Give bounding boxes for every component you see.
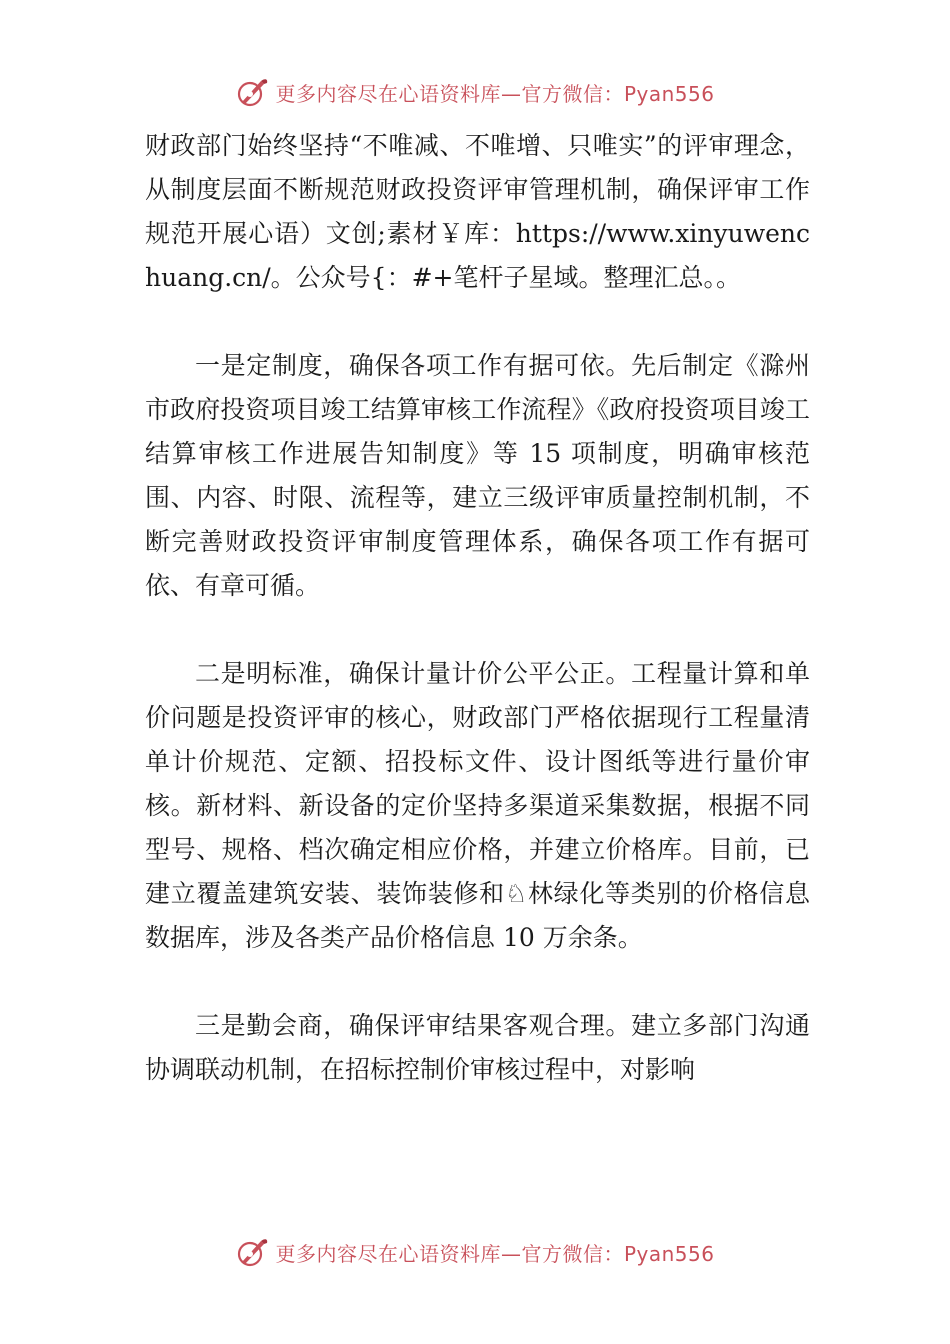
paragraph-one: 一是定制度，确保各项工作有据可依。先后制定《滁州市政府投资项目竣工结算审核工作流程》《政府投资项目竣工结算审核工作进展告知制度》等 15 项制度，明确审核范围、内容、时限、流程等，建立三级评审质量控制机制，不断完善财政投资评审制度管理体系，确保各项工作有据可依、有章可循。 xyxy=(145,351,810,600)
paragraph-intro: 财政部门始终坚持“不唯减、不唯增、只唯实”的评审理念，从制度层面不断规范财政投资评审管理机制，确保评审工作规范开展心语）文创;素材￥库：https://www.xinyuwenchuang.cn/。公众号{：#+笔杆子星域。整理汇总。。 xyxy=(145,131,810,292)
banner-text: 更多内容尽在心语资料库—官方微信：Pyan556 xyxy=(275,1241,715,1266)
header-banner xyxy=(0,72,950,112)
paragraph-two: 二是明标准，确保计量计价公平公正。工程量计算和单价问题是投资评审的核心，财政部门严格依据现行工程量清单计价规范、定额、招投标文件、设计图纸等进行量价审核。新材料、新设备的定价坚持多渠道采集数据，根据不同型号、规格、档次确定相应价格，并建立价格库。目前，已建立覆盖建筑安装、装饰装修和♘林绿化等类别的价格信息数据库，涉及各类产品价格信息 10 万余条。 xyxy=(145,659,810,952)
banner-text: 更多内容尽在心语资料库—官方微信：Pyan556 xyxy=(275,81,715,106)
document-body xyxy=(145,124,810,1092)
quill-logo-icon xyxy=(235,1235,269,1269)
quill-logo-icon xyxy=(235,75,269,109)
footer-banner xyxy=(0,1232,950,1272)
paragraph-three: 三是勤会商，确保评审结果客观合理。建立多部门沟通协调联动机制，在招标控制价审核过程中，对影响 xyxy=(145,1011,810,1084)
